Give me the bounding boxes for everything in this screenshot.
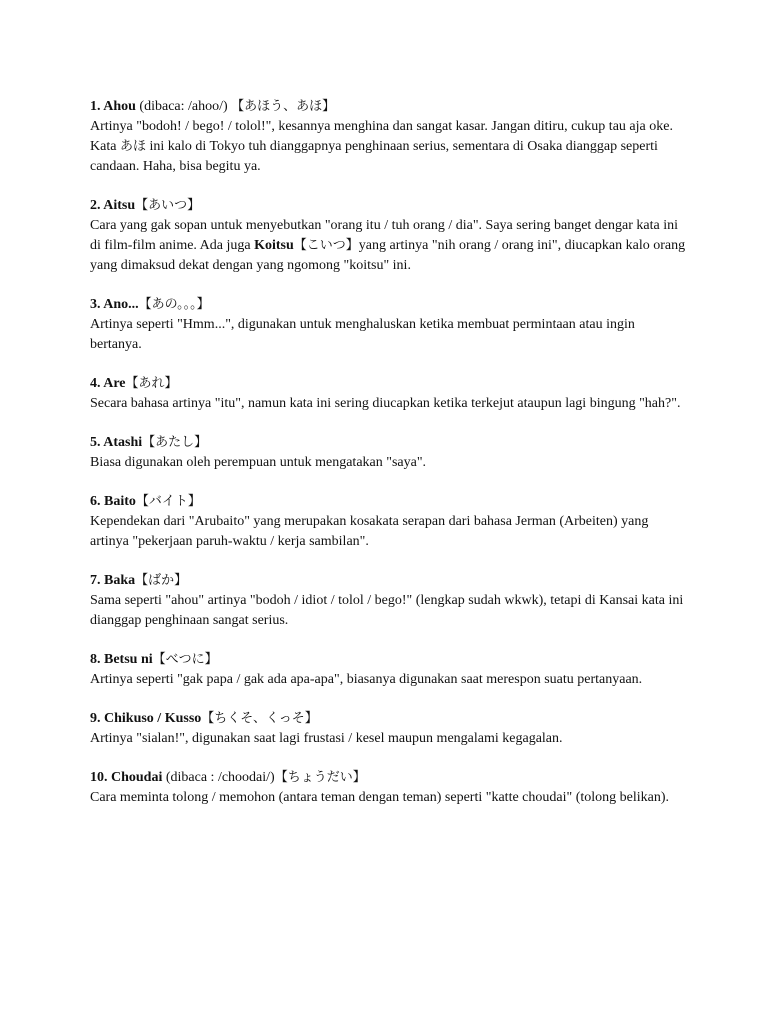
entry-term: 3. Ano... [90,297,139,312]
entry-reading: (dibaca : /choodai/) [162,770,275,785]
entry-body-kana: 【こいつ】 [293,238,359,253]
entry-term: 10. Choudai [90,770,163,785]
entry-body: Biasa digunakan oleh perempuan untuk mengatakan "saya". [90,455,427,470]
entry-term: 5. Atashi [90,435,143,450]
entry-title [90,374,686,394]
entry-body [90,216,686,276]
entry-term: 4. Are [90,376,126,391]
entry-ano [90,295,686,355]
entry-body-term: Koitsu [254,238,294,253]
entry-kana: 【べつに】 [152,652,218,667]
entry-kana: 【あほう、あほ】 [231,99,336,114]
entry-kana: 【あの。。。】 [138,297,210,312]
entry-reading: (dibaca: /ahoo/) [135,99,232,114]
entry-kana: 【ばか】 [135,573,188,588]
entry-kana: 【ちくそ、くっそ】 [201,711,318,726]
entry-body: Artinya seperti "Hmm...", digunakan untuk menghaluskan ketika membuat permintaan atau ingin bertanya. [90,317,635,352]
entry-title [90,650,686,670]
entry-term: 8. Betsu ni [90,652,153,667]
entry-atashi [90,433,686,473]
entry-title [90,433,686,453]
entry-body: Sama seperti "ahou" artinya "bodoh / idiot / tolol / bego!" (lengkap sudah wkwk), tetapi di Kansai kata ini dianggap penghinaan sangat serius. [90,593,684,628]
entry-body-text: yang artinya "nih orang / orang ini", diucapkan kalo orang yang dimaksud dekat dengan yang ngomong "koitsu" ini. [90,238,686,273]
entry-chikuso [90,709,686,749]
entry-title [90,196,686,216]
entry-baito [90,492,686,552]
entry-choudai [90,768,686,808]
entry-body-text: ini kalo di Tokyo tuh dianggapnya penghinaan serius, sementara di Osaka dianggap seperti candaan. Haha, bisa begitu ya. [90,139,658,174]
entry-kana: 【バイト】 [135,494,201,509]
entry-kana: 【あいつ】 [135,198,201,213]
entry-body: Secara bahasa artinya "itu", namun kata ini sering diucapkan ketika terkejut ataupun lagi bingung "hah?". [90,396,681,411]
entry-title [90,768,686,788]
entry-term: 2. Aitsu [90,198,136,213]
entry-aitsu [90,196,686,276]
entry-term: 9. Chikuso / Kusso [90,711,202,726]
entry-term: 1. Ahou [90,99,136,114]
entry-are [90,374,686,414]
entry-baka [90,571,686,631]
entry-ahou [90,97,686,177]
entry-body: Cara meminta tolong / memohon (antara teman dengan teman) seperti "katte choudai" (tolong belikan). [90,790,670,805]
entry-body-text: Artinya "bodoh! / bego! / tolol!", kesannya menghina dan sangat kasar. Jangan ditiru, cukup tau aja oke. Kata [90,119,673,154]
entry-title [90,571,686,591]
entry-term: 7. Baka [90,573,136,588]
entry-body [90,117,686,177]
document-page [90,97,686,827]
entry-kana: 【あれ】 [125,376,178,391]
entry-title [90,492,686,512]
entry-body: Artinya seperti "gak papa / gak ada apa-apa", biasanya digunakan saat merespon suatu pertanyaan. [90,672,643,687]
entry-body-kana: あほ [119,139,146,154]
entry-kana: 【ちょうだい】 [274,770,366,785]
entry-body-text: Cara yang gak sopan untuk menyebutkan "orang itu / tuh orang / dia". Saya sering banget dengar kata ini di film-film anime. Ada juga [90,218,678,253]
entry-title [90,709,686,729]
entry-betsu-ni [90,650,686,690]
entry-kana: 【あたし】 [142,435,208,450]
entry-body: Artinya "sialan!", digunakan saat lagi frustasi / kesel maupun mengalami kegagalan. [90,731,563,746]
entry-term: 6. Baito [90,494,136,509]
entry-title [90,97,686,117]
entry-body: Kependekan dari "Arubaito" yang merupakan kosakata serapan dari bahasa Jerman (Arbeiten) yang artinya "pekerjaan paruh-waktu / kerja sambilan". [90,514,649,549]
entry-title [90,295,686,315]
